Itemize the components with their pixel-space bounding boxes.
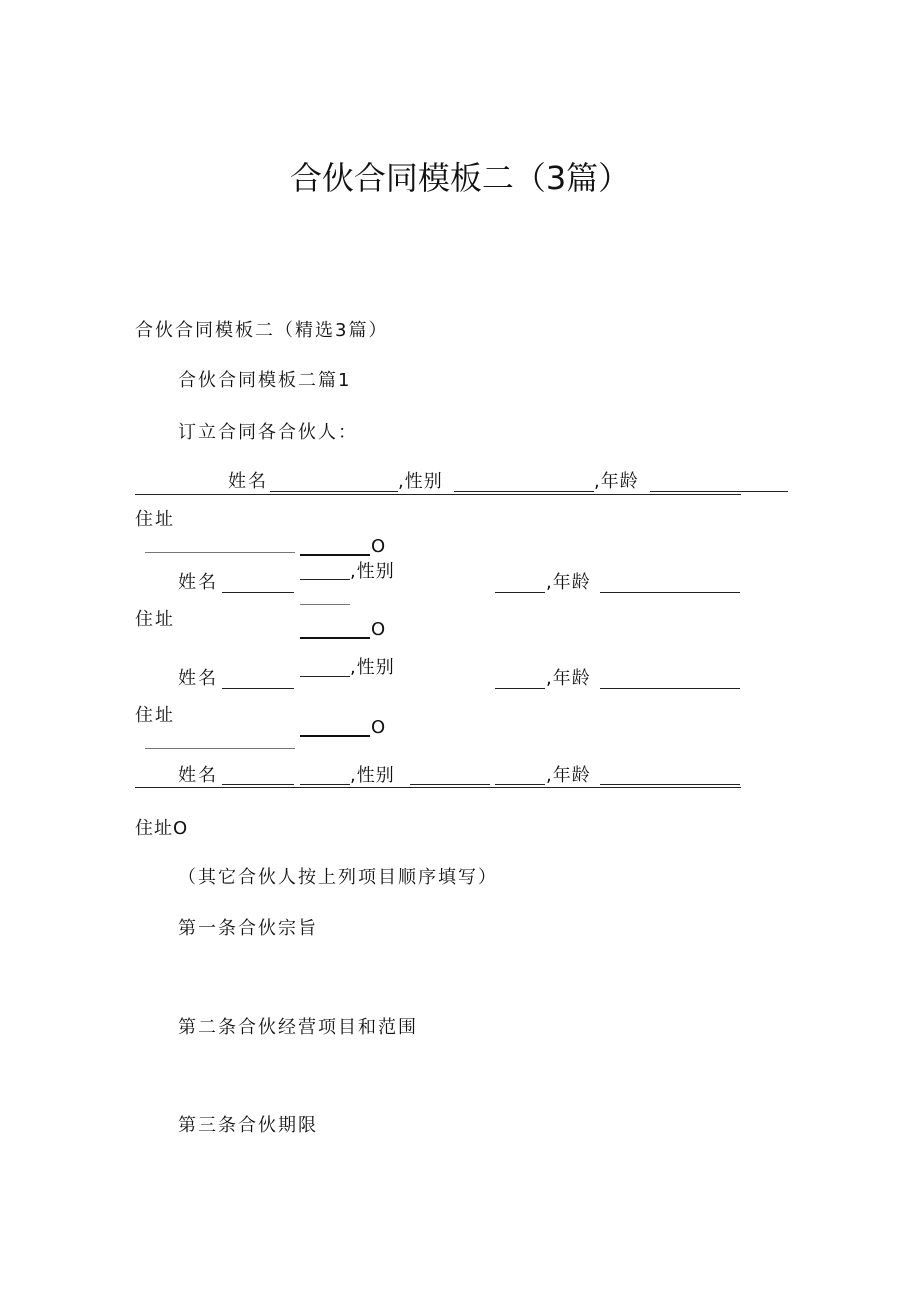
party1-name-blank: [270, 491, 398, 492]
section-heading: 合伙合同模板二篇1: [178, 370, 352, 391]
party4-gender-label: ,性别: [350, 765, 395, 786]
party1-gender-label: ,性别: [398, 471, 443, 492]
party2-age-label: ,年龄: [546, 572, 591, 593]
party3-name-blank: [222, 688, 294, 689]
party3-name-label: 姓名: [178, 668, 218, 689]
party3-age-pre-blank: [495, 688, 545, 689]
party4-address-label: 住址O: [135, 818, 189, 839]
party3-gender-label: ,性别: [350, 657, 395, 678]
party2-age-blank: [600, 592, 740, 593]
party3-address-blank-2: [145, 748, 295, 749]
party4-row-rule: [135, 787, 741, 788]
other-partners-note: （其它合伙人按上列项目顺序填写）: [178, 867, 498, 888]
article-2-heading: 第二条合伙经营项目和范围: [178, 1017, 418, 1038]
party1-terminator: O: [371, 536, 386, 557]
party4-name-blank: [222, 784, 294, 785]
party1-row-rule: [135, 494, 741, 495]
party2-name-blank-2: [300, 579, 350, 580]
party2-name-label: 姓名: [178, 572, 218, 593]
party3-terminator: O: [371, 717, 386, 738]
party2-age-pre-blank: [495, 592, 545, 593]
party1-age-label: ,年龄: [594, 471, 639, 492]
document-title: 合伙合同模板二（3篇）: [289, 159, 631, 197]
party3-address-blank: [300, 735, 370, 737]
party3-address-label: 住址: [135, 705, 175, 726]
party4-age-blank: [600, 784, 740, 785]
party2-address-label: 住址: [135, 609, 175, 630]
party2-terminator: O: [371, 619, 386, 640]
party2-gender-label: ,性别: [350, 561, 395, 582]
party4-name-blank-2: [300, 784, 350, 785]
party2-name-blank: [222, 592, 294, 593]
party3-age-blank: [600, 688, 740, 689]
article-1-heading: 第一条合伙宗旨: [178, 918, 318, 939]
party2-gender-blank: [300, 604, 350, 605]
party1-age-blank: [650, 491, 788, 492]
party4-gender-blank-2: [495, 784, 545, 785]
party1-address-blank-2: [300, 554, 370, 556]
party1-address-label: 住址: [135, 509, 175, 530]
party4-gender-blank: [410, 784, 490, 785]
party4-name-label: 姓名: [178, 765, 218, 786]
party4-age-label: ,年龄: [546, 765, 591, 786]
document-subtitle: 合伙合同模板二（精选3篇）: [135, 320, 389, 341]
article-3-heading: 第三条合伙期限: [178, 1115, 318, 1136]
party2-address-blank: [300, 637, 370, 639]
party1-address-blank: [145, 552, 295, 553]
party3-name-blank-2: [300, 676, 350, 677]
parties-intro: 订立合同各合伙人：: [178, 422, 358, 443]
party3-age-label: ,年龄: [546, 668, 591, 689]
party1-name-label: 姓名: [228, 471, 268, 492]
party1-gender-blank: [454, 491, 594, 492]
